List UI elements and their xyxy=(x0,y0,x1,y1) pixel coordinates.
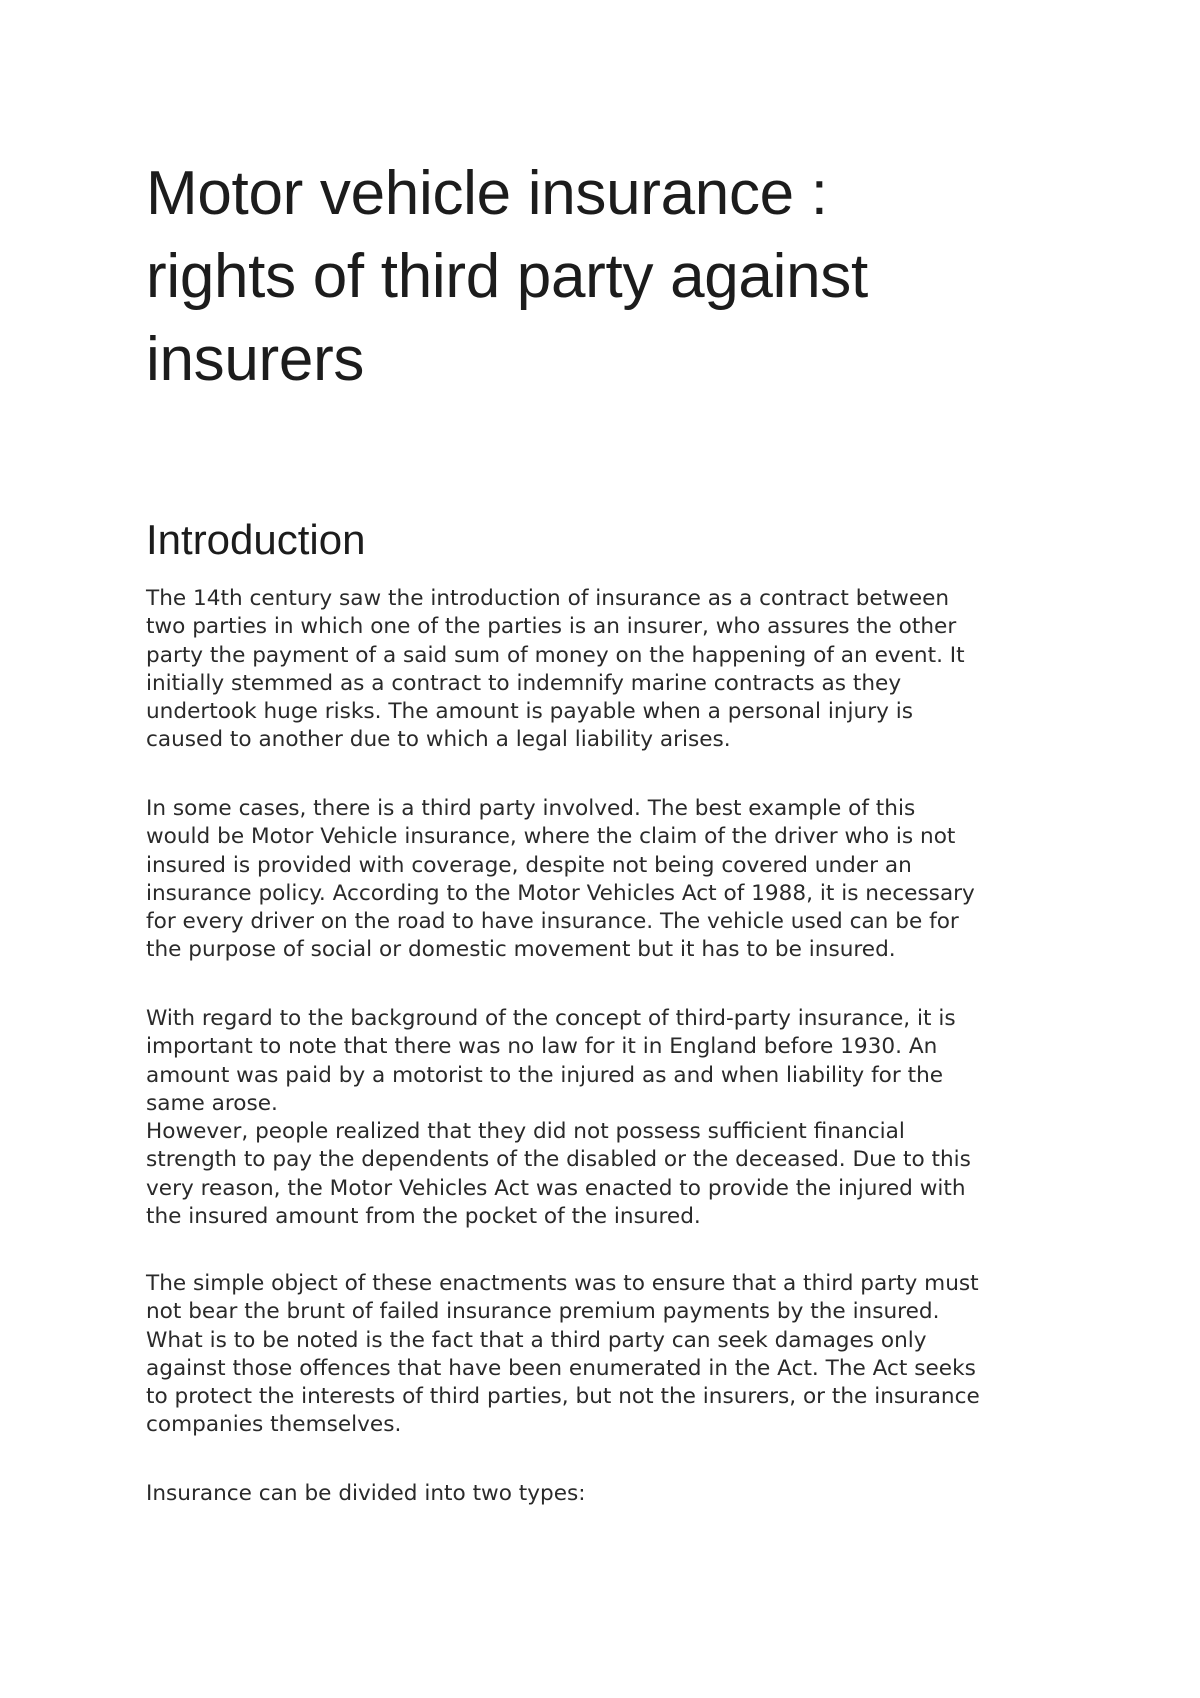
text-line: the purpose of social or domestic movement but it has to be insured. xyxy=(146,937,896,963)
text-line: party the payment of a said sum of money on the happening of an event. It xyxy=(146,642,965,668)
document-title xyxy=(146,152,1106,401)
text-line: The 14th century saw the introduction of insurance as a contract between xyxy=(146,586,950,611)
text-line: Insurance can be divided into two types: xyxy=(146,1481,586,1506)
text-line: very reason, the Motor Vehicles Act was enacted to provide the injured with xyxy=(146,1175,966,1201)
text-line: for every driver on the road to have insurance. The vehicle used can be for xyxy=(146,909,959,935)
text-line: would be Motor Vehicle insurance, where the claim of the driver who is not xyxy=(146,824,956,850)
text-line: to protect the interests of third parties, but not the insurers, or the insurance xyxy=(146,1384,980,1410)
text-line: What is to be noted is the fact that a third party can seek damages only xyxy=(146,1327,927,1353)
title-line: Motor vehicle insurance : xyxy=(146,159,828,228)
text-line: With regard to the background of the concept of third-party insurance, it is xyxy=(146,1006,956,1031)
text-line: In some cases, there is a third party involved. The best example of this xyxy=(146,796,916,821)
text-line: initially stemmed as a contract to indemnify marine contracts as they xyxy=(146,670,902,696)
paragraph-object-of-enactments xyxy=(146,1270,1076,1440)
text-line: insurance policy. According to the Motor Vehicles Act of 1988, it is necessary xyxy=(146,880,975,906)
title-line: insurers xyxy=(146,325,365,394)
text-line: the insured amount from the pocket of the insured. xyxy=(146,1204,701,1230)
title-line: rights of third party against xyxy=(146,242,868,311)
text-line: undertook huge risks. The amount is payable when a personal injury is xyxy=(146,699,913,725)
paragraph-insurance-types-intro xyxy=(146,1480,1076,1508)
section-heading-introduction: Introduction xyxy=(146,516,366,563)
text-line: amount was paid by a motorist to the injured as and when liability for the xyxy=(146,1062,944,1088)
text-line: two parties in which one of the parties is an insurer, who assures the other xyxy=(146,614,957,640)
text-line: not bear the brunt of failed insurance premium payments by the insured. xyxy=(146,1299,940,1325)
paragraph-third-party-example xyxy=(146,795,1076,965)
text-line: companies themselves. xyxy=(146,1412,402,1438)
paragraph-background xyxy=(146,1005,1076,1231)
text-line: However, people realized that they did not possess sufficient financial xyxy=(146,1119,905,1145)
text-line: against those offences that have been enumerated in the Act. The Act seeks xyxy=(146,1355,976,1381)
paragraph-history-of-insurance xyxy=(146,585,1076,755)
text-line: The simple object of these enactments was to ensure that a third party must xyxy=(146,1271,979,1296)
text-line: caused to another due to which a legal liability arises. xyxy=(146,727,731,753)
text-line: important to note that there was no law for it in England before 1930. An xyxy=(146,1034,938,1060)
text-line: insured is provided with coverage, despite not being covered under an xyxy=(146,852,912,878)
text-line: same arose. xyxy=(146,1090,278,1116)
text-line: strength to pay the dependents of the disabled or the deceased. Due to this xyxy=(146,1147,971,1173)
